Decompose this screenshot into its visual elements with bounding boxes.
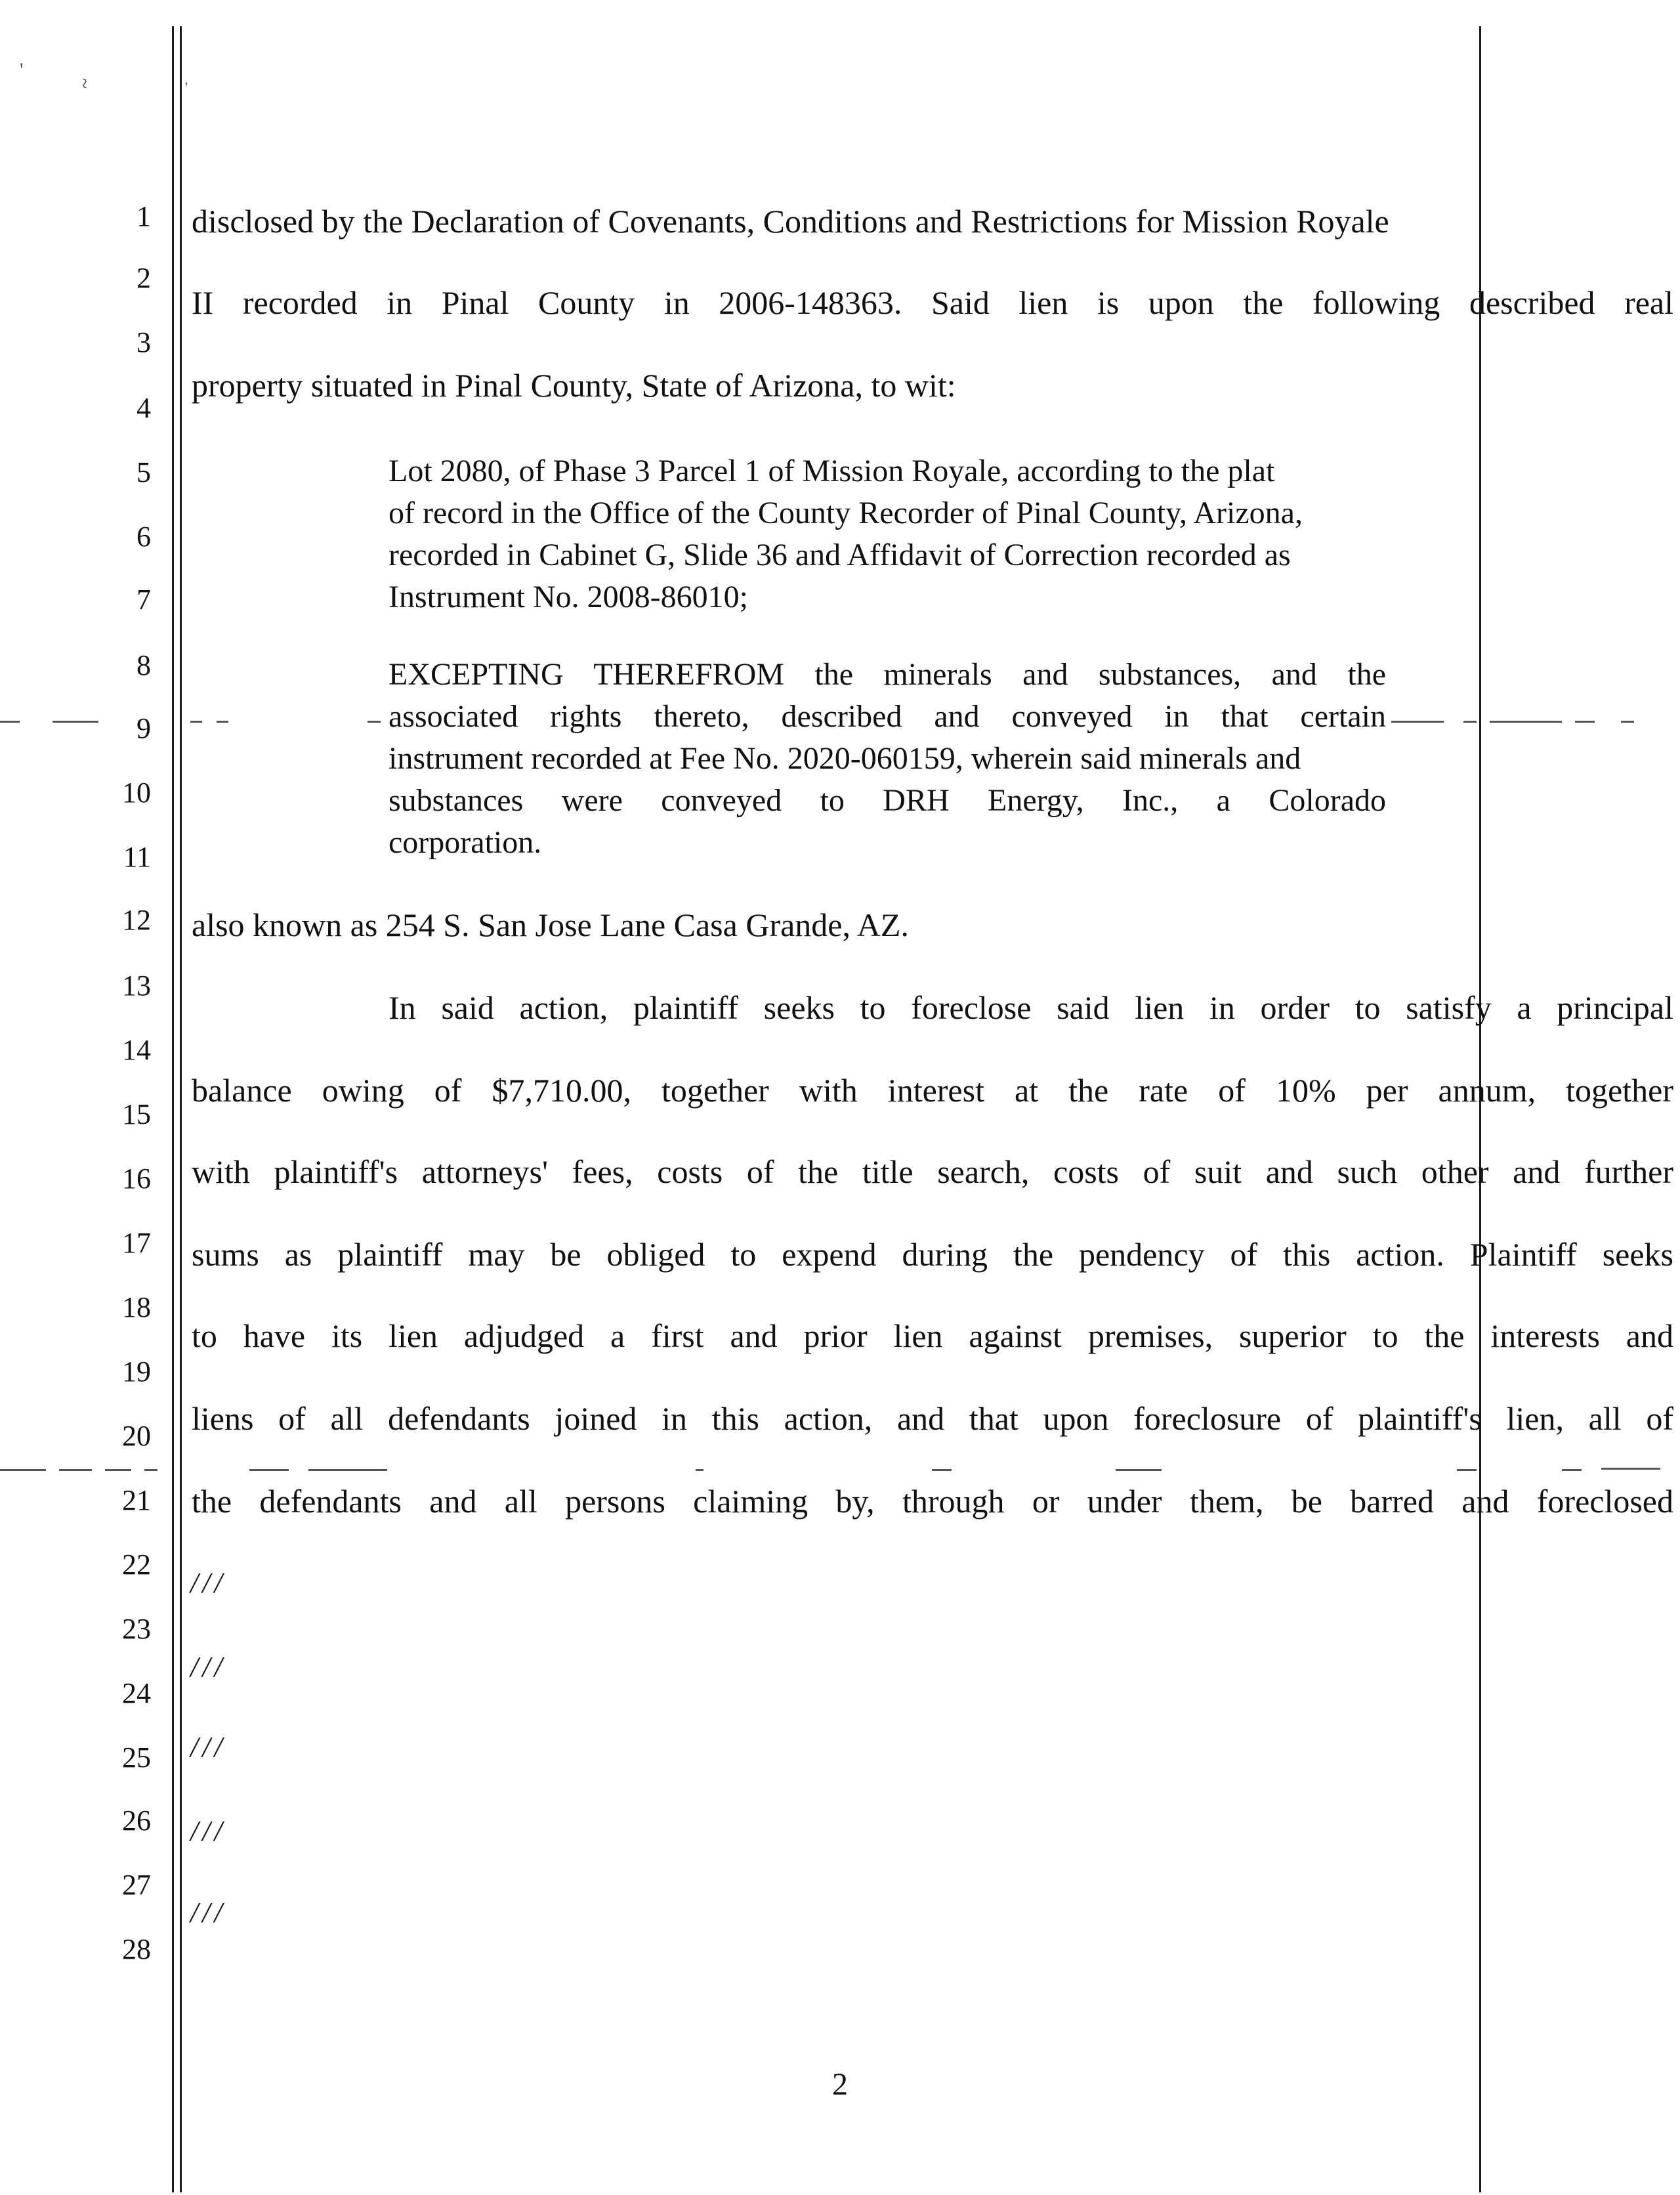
scan-artifact-line [0,721,20,723]
paragraph-line-7: the defendants and all persons claiming by, through or under them, be barred and foreclosed [192,1483,1673,1520]
legal-lot-line: Instrument No. 2008-86010; [388,580,748,614]
scan-mark: ~ [74,77,96,89]
scan-artifact-line [1391,721,1444,723]
paragraph-line-3: with plaintiff's attorneys' fees, costs of the title search, costs of suit and such other and further [192,1153,1673,1190]
line-number: 27 [122,1869,151,1901]
line-number: 11 [123,841,151,873]
scan-artifact-line [308,1469,387,1471]
body-line-3: property situated in Pinal County, State of Arizona, to wit: [192,367,956,404]
line-number: 28 [122,1933,151,1965]
line-number: 1 [136,200,151,232]
line-number: 8 [136,649,151,681]
page-number: 2 [832,2067,848,2102]
line-number: 18 [122,1291,151,1323]
scan-artifact-line [1463,721,1477,723]
scan-artifact-line [1575,721,1595,723]
line-number: 12 [122,904,151,936]
scan-artifact-line [144,1469,158,1471]
line-number: 6 [136,521,151,553]
legal-excepting-line: corporation. [388,825,542,860]
continuation-mark: /// [190,1651,226,1683]
continuation-mark: /// [190,1815,226,1847]
scan-artifact-line [190,721,202,723]
scan-artifact-line [1457,1469,1477,1471]
line-number: 16 [122,1162,151,1195]
paragraph-line-4: sums as plaintiff may be obliged to expend during the pendency of this action. Plaintiff seeks [192,1236,1673,1273]
left-margin-rule-inner [180,26,182,2192]
scan-artifact-line [217,721,228,723]
line-number: 14 [122,1034,151,1066]
address-line: also known as 254 S. San Jose Lane Casa Grande, AZ. [192,906,909,943]
line-number: 9 [136,712,151,744]
scan-mark: ' [20,59,24,81]
scan-artifact-line [932,1469,952,1471]
body-line-1: disclosed by the Declaration of Covenants, Conditions and Restrictions for Mission Royale [192,203,1389,240]
legal-excepting-line: associated rights thereto, described and conveyed in that certain [388,699,1386,734]
legal-excepting-line: substances were conveyed to DRH Energy, Inc., a Colorado [388,783,1386,818]
line-number: 3 [136,326,151,358]
line-number: 25 [122,1741,151,1774]
scan-artifact-line [696,1469,704,1471]
scan-artifact-line [1490,721,1562,723]
legal-lot-line: recorded in Cabinet G, Slide 36 and Affidavit of Correction recorded as [388,538,1291,572]
paragraph-line-1: In said action, plaintiff seeks to foreclose said lien in order to satisfy a principal [388,989,1673,1026]
legal-description-lot [388,450,1386,618]
line-number: 21 [122,1484,151,1516]
line-number: 13 [122,970,151,1002]
line-number: 19 [122,1355,151,1388]
line-number: 22 [122,1548,151,1581]
legal-excepting-line: instrument recorded at Fee No. 2020-060159, wherein said minerals and [388,741,1301,776]
scan-artifact-line [1562,1469,1582,1471]
scan-artifact-line [368,721,381,723]
line-number: 7 [136,584,151,616]
scan-artifact-line [59,1469,92,1471]
paragraph-line-5: to have its lien adjudged a first and prior lien against premises, superior to the interests and [192,1317,1673,1354]
line-number: 4 [136,392,151,424]
continuation-mark: /// [190,1731,226,1763]
line-number: 26 [122,1804,151,1837]
paragraph-line-2: balance owing of $7,710.00, together with interest at the rate of 10% per annum, together [192,1072,1673,1109]
legal-excepting-line: EXCEPTING THEREFROM the minerals and substances, and the [388,657,1386,692]
line-number: 15 [122,1098,151,1130]
continuation-mark: /// [190,1896,226,1929]
line-number: 10 [122,777,151,809]
right-margin-rule [1479,26,1481,2192]
line-number: 5 [136,456,151,488]
paragraph-line-6: liens of all defendants joined in this action, and that upon foreclosure of plaintiff's lien, all of [192,1400,1673,1437]
line-number: 17 [122,1227,151,1259]
continuation-mark: /// [190,1567,226,1599]
scan-artifact-line [52,721,98,723]
line-number: 20 [122,1420,151,1452]
legal-lot-line: Lot 2080, of Phase 3 Parcel 1 of Mission Royale, according to the plat [388,454,1275,488]
scan-artifact-line [1116,1469,1162,1471]
scan-mark: ' [185,79,188,95]
legal-description-excepting [388,654,1386,864]
scan-artifact-line [1621,721,1634,723]
legal-lot-line: of record in the Office of the County Recorder of Pinal County, Arizona, [388,496,1303,530]
scan-artifact-line [1601,1468,1660,1470]
scan-artifact-line [249,1469,289,1471]
line-number: 23 [122,1613,151,1645]
scan-artifact-line [105,1469,131,1471]
line-number: 24 [122,1677,151,1709]
line-number: 2 [136,262,151,294]
scan-artifact-line [0,1469,46,1471]
left-margin-rule-outer [172,26,174,2192]
body-line-2: II recorded in Pinal County in 2006-148363. Said lien is upon the following described real [192,284,1673,321]
